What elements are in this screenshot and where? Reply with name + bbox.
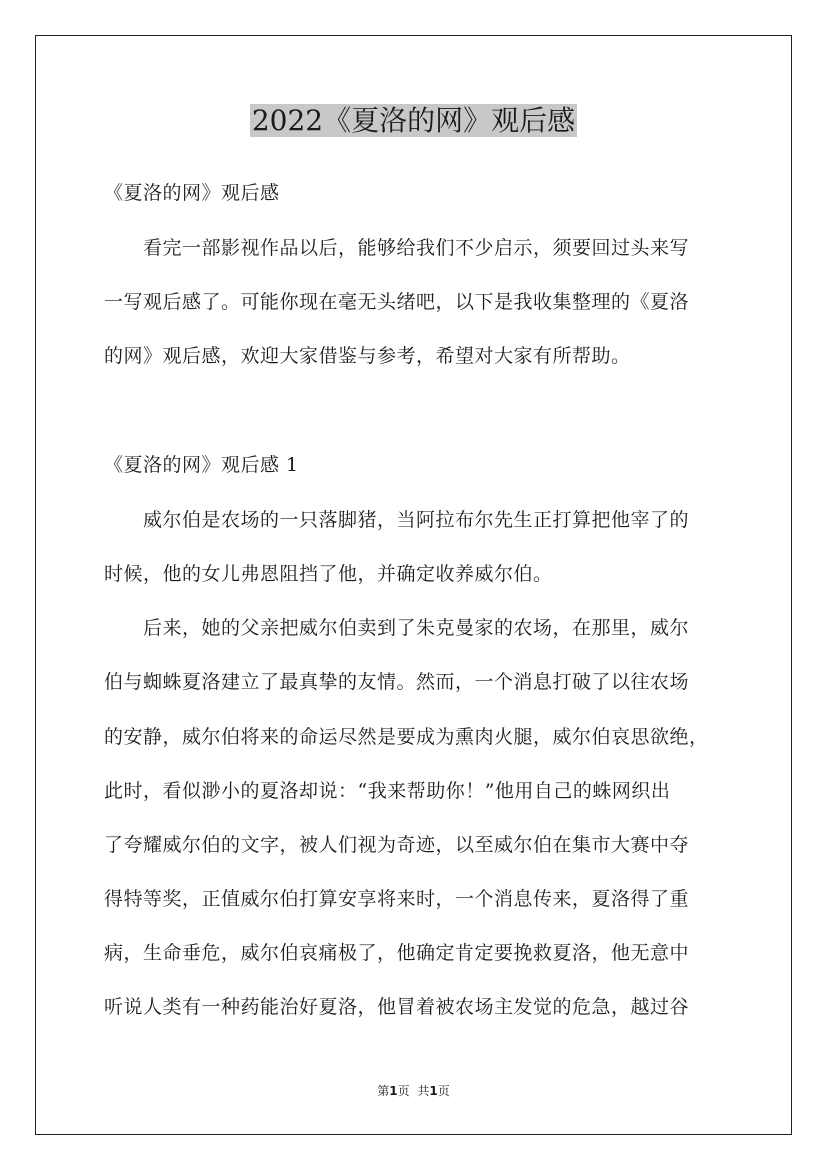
document-title-text: 2022《夏洛的网》观后感	[251, 104, 576, 137]
paragraph-line: 得特等奖，正值威尔伯打算安享将来时，一个消息传来，夏洛得了重	[104, 888, 690, 910]
intro-line: 的网》观后感，欢迎大家借鉴与参考，希望对大家有所帮助。	[104, 345, 631, 367]
paragraph-line: 的安静，威尔伯将来的命运尽然是要成为熏肉火腿，威尔伯哀思欲绝，	[104, 726, 709, 748]
intro-line: 一写观后感了。可能你现在毫无头绪吧，以下是我收集整理的《夏洛	[104, 291, 690, 313]
paragraph-line: 听说人类有一种药能治好夏洛，他冒着被农场主发觉的危急，越过谷	[104, 996, 690, 1018]
total-pages: 1	[429, 1084, 438, 1098]
section-heading: 《夏洛的网》观后感 1	[104, 454, 299, 476]
intro-line: 看完一部影视作品以后，能够给我们不少启示，须要回过头来写	[143, 237, 690, 259]
paragraph-line: 了夸耀威尔伯的文字，被人们视为奇迹，以至威尔伯在集市大赛中夺	[104, 834, 690, 856]
page-suffix: 页	[397, 1084, 410, 1098]
paragraph-line: 病，生命垂危，威尔伯哀痛极了，他确定肯定要挽救夏洛，他无意中	[104, 942, 690, 964]
paragraph-line: 伯与蜘蛛夏洛建立了最真挚的友情。然而，一个消息打破了以往农场	[104, 671, 690, 693]
paragraph-line: 此时，看似渺小的夏洛却说：“我来帮助你！”他用自己的蛛网织出	[104, 780, 671, 802]
document-subtitle: 《夏洛的网》观后感	[104, 182, 280, 204]
paragraph-line: 威尔伯是农场的一只落脚猪，当阿拉布尔先生正打算把他宰了的	[143, 509, 690, 531]
total-suffix: 页	[437, 1084, 450, 1098]
page-footer	[0, 1083, 827, 1099]
document-title	[0, 101, 827, 141]
paragraph-line: 时候，他的女儿弗恩阻挡了他，并确定收养威尔伯。	[104, 563, 553, 585]
page-prefix: 第	[377, 1084, 390, 1098]
page-number: 1	[389, 1084, 398, 1098]
paragraph-line: 后来，她的父亲把威尔伯卖到了朱克曼家的农场，在那里，威尔	[143, 617, 690, 639]
total-prefix: 共	[417, 1084, 430, 1098]
